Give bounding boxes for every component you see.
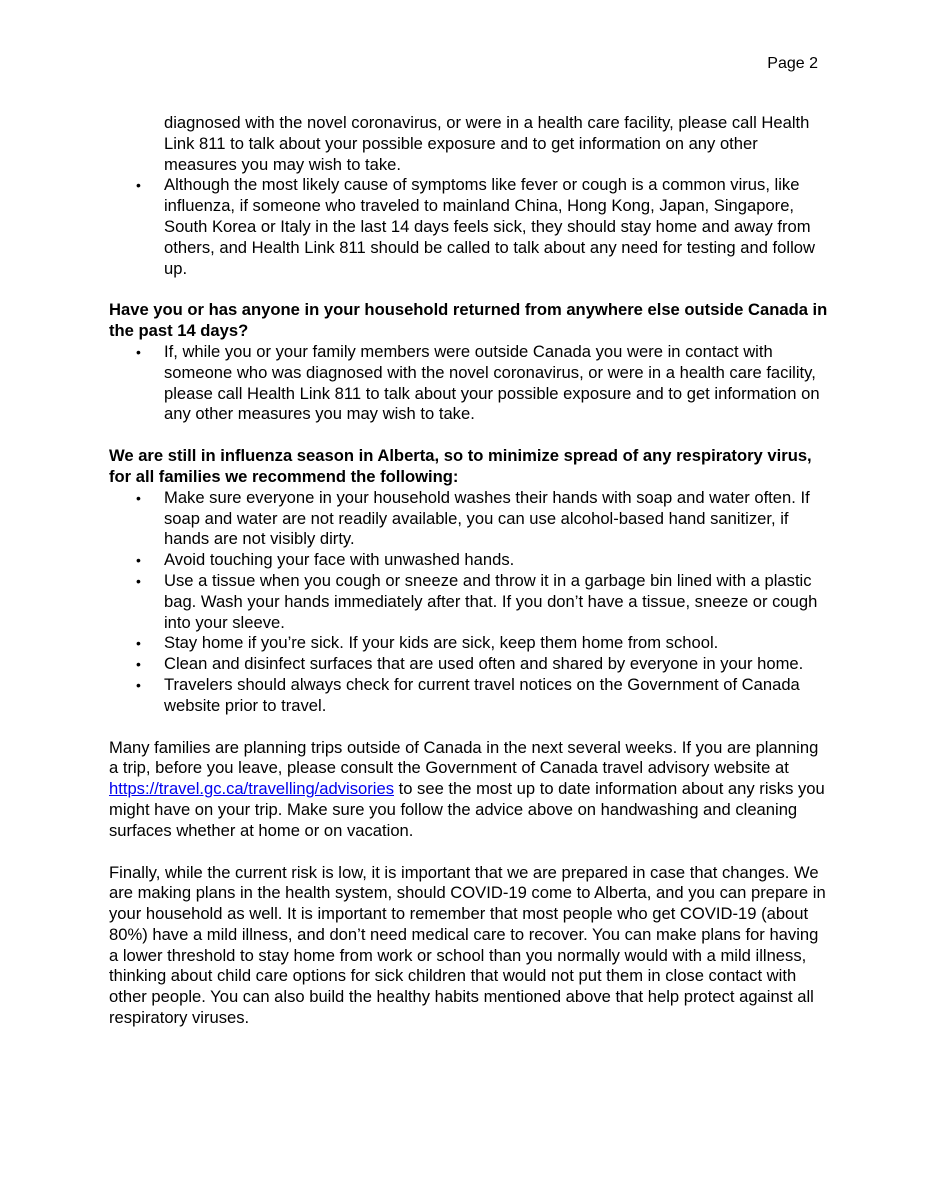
- spacer: [109, 717, 829, 738]
- list-item: • If, while you or your family members were outside Canada you were in contact with someone who was diagnosed with the novel coronavirus, or were in a health care facility, please call Health Link 811 to talk about your possible exposure and to get information on any other measures you may wish to take.: [109, 342, 829, 425]
- list-item: • Clean and disinfect surfaces that are used often and shared by everyone in your home.: [109, 654, 829, 675]
- list-item: • Make sure everyone in your household washes their hands with soap and water often. If soap and water are not readily available, you can use alcohol-based hand sanitizer, if hands are not visibly dirty.: [109, 488, 829, 550]
- travel-text-after-link: to see the most up to date information about any risks you might have on your trip. Make sure you follow the advice above on handwashing and cleaning surfaces whether at home or on vacation.: [109, 779, 825, 840]
- section-heading-influenza: We are still in influenza season in Alberta, so to minimize spread of any respiratory virus, for all families we recommend the following:: [109, 446, 812, 486]
- page-number: Page 2: [767, 55, 818, 72]
- list-item: • Although the most likely cause of symptoms like fever or cough is a common virus, like influenza, if someone who traveled to mainland China, Hong Kong, Japan, Singapore, South Korea or Italy in the last 14 days feels sick, they should stay home and away from others, and Health Link 811 should be called to talk about any need for testing and follow up.: [109, 175, 829, 279]
- final-paragraph: Finally, while the current risk is low, it is important that we are prepared in case that changes. We are making plans in the health system, should COVID-19 come to Alberta, and you can prepare in your household as well. It is important to remember that most people who get COVID-19 (about 80%) have a mild illness, and don’t need medical care to recover. You can make plans for having a lower threshold to stay home from work or school than you normally would with a mild illness, thinking about child care options for sick children that would not put them in close contact with other people. You can also build the healthy habits mentioned above that help protect against all respiratory viruses.: [109, 862, 826, 1028]
- intro-bullet-list: [109, 175, 829, 279]
- travel-text-before-link: Many families are planning trips outside of Canada in the next several weeks. If you are planning a trip, before you leave, please consult the Government of Canada travel advisory website at: [109, 737, 819, 778]
- spacer: [109, 425, 829, 446]
- influenza-bullet-list: [109, 488, 829, 717]
- spacer: [109, 279, 829, 300]
- list-item: • Travelers should always check for current travel notices on the Government of Canada website prior to travel.: [109, 675, 829, 717]
- section-heading-outside-canada: Have you or has anyone in your household returned from anywhere else outside Canada in the past 14 days?: [109, 300, 828, 341]
- spacer: [109, 842, 829, 863]
- document-body: [109, 113, 829, 1029]
- list-item: • Avoid touching your face with unwashed hands.: [109, 550, 829, 571]
- list-item: • Use a tissue when you cough or sneeze and throw it in a garbage bin lined with a plastic bag. Wash your hands immediately after that. If you don’t have a tissue, sneeze or cough into your sleeve.: [109, 571, 829, 633]
- travel-paragraph: [109, 738, 829, 842]
- intro-continuation: diagnosed with the novel coronavirus, or were in a health care facility, please call Health Link 811 to talk about your possible exposure and to get information on any other measures you may wish to take.: [164, 113, 810, 174]
- list-item: • Stay home if you’re sick. If your kids are sick, keep them home from school.: [109, 633, 829, 654]
- travel-advisories-link[interactable]: https://travel.gc.ca/travelling/advisories: [109, 779, 394, 799]
- outside-canada-bullet-list: [109, 342, 829, 425]
